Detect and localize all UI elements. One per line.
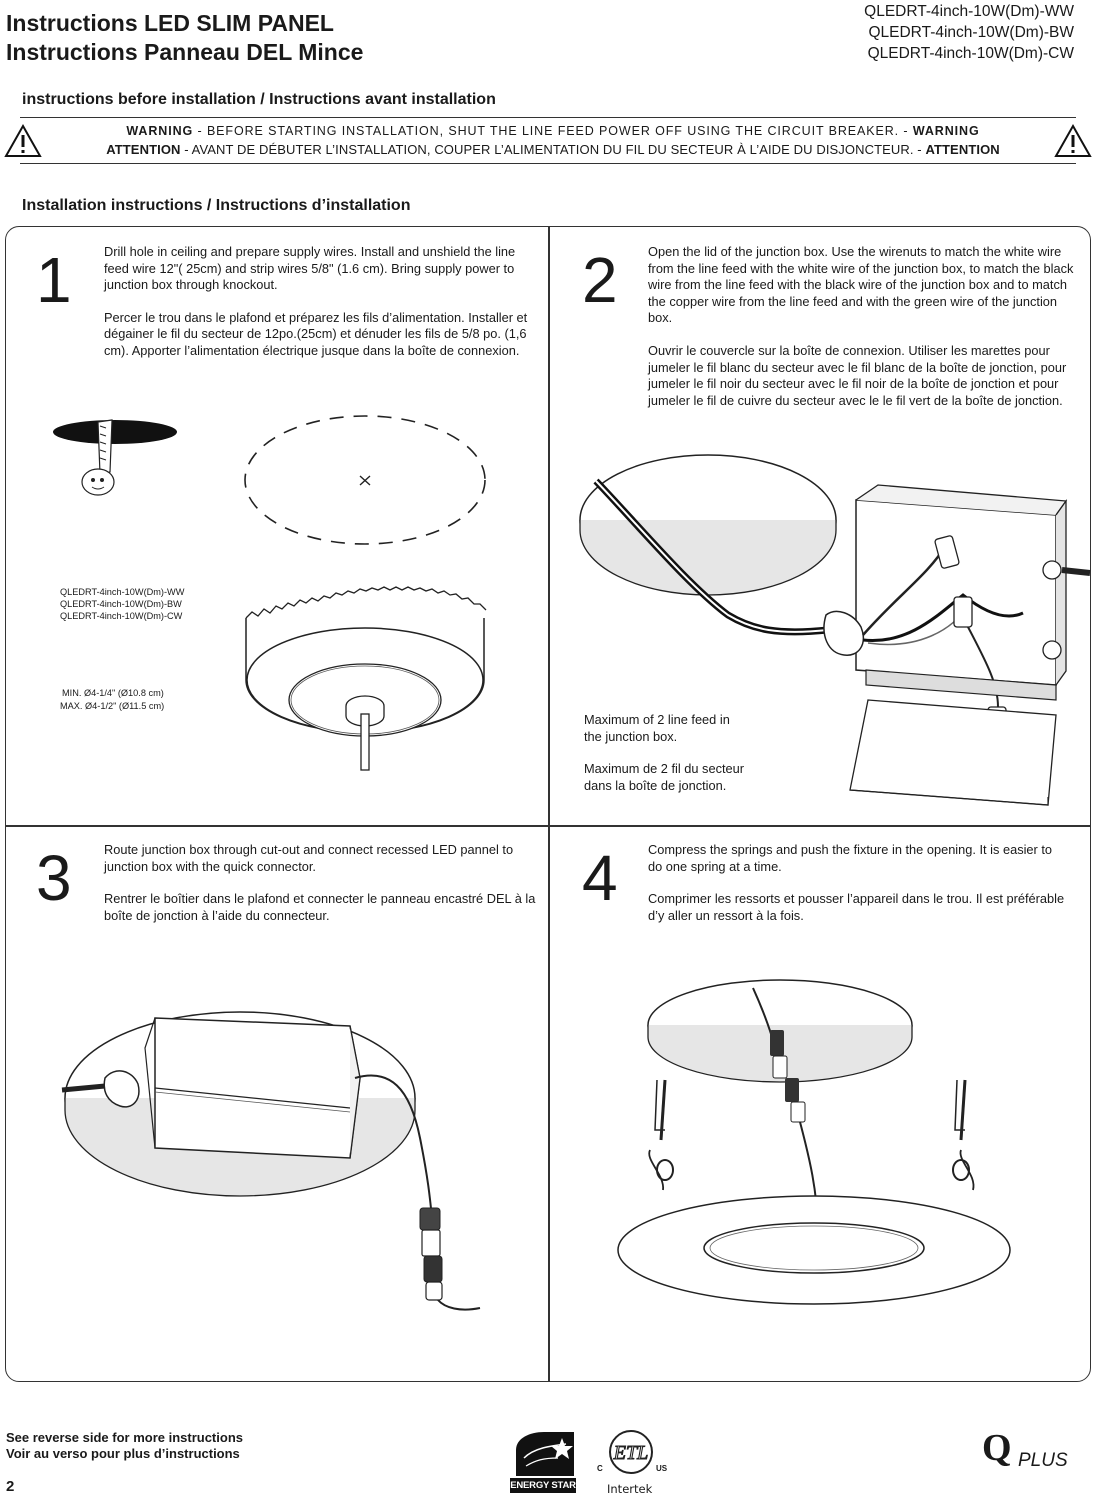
svg-text:ETL: ETL [613,1442,649,1464]
step-1-max-diameter: MAX. Ø4-1/2" (Ø11.5 cm) [60,701,165,711]
grid-vertical-divider [548,227,550,1381]
hole-saw-illustration [238,568,492,774]
step-1-model-cw: QLEDRT-4inch-10W(Dm)-CW [60,611,183,621]
step-2-text-fr: Ouvrir le couvercle sur la boîte de connexion. Utiliser les marettes pour jumeler le fil blanc du secteur avec le fil blanc de la boîte de jonction, pour jumeler le fil noir du secteur avec le fil noir de la boîte de jonction et pour jumeler le fil de cuivre du secteur avec le le fil vert de la boîte de jonction. [648,342,1067,408]
step-2-text [648,244,1076,425]
etl-us-mark: US [656,1464,668,1473]
title-english: Instructions LED SLIM PANEL [6,10,334,36]
step-1-text [104,244,532,376]
step-2-number: 2 [582,244,618,316]
spring-fixture-install-illustration [605,980,1025,1315]
warning-right-icon [1054,124,1092,158]
step-4-number: 4 [582,842,618,914]
warning-english [58,124,1048,138]
step-1-text-en: Drill hole in ceiling and prepare supply wires. Install and unshield the line feed wire 12"( 25cm) and strip wires 5/8" (1.6 cm). Bring supply power to junction box through knockout. [104,244,516,293]
title-french: Instructions Panneau DEL Mince [6,39,364,65]
grid-horizontal-divider [6,825,1090,827]
energy-star-label: ENERGY STAR [510,1480,576,1491]
brand-q-logo: Q [982,1427,1012,1469]
warning-french [58,142,1048,157]
quick-connector-illustration [60,1008,530,1308]
step-4-text [648,842,1068,940]
etl-c-mark: C [597,1464,603,1473]
warning-left-icon [4,124,42,158]
step-2-note-en-1: Maximum of 2 line feed in [584,712,730,727]
model-number-bw: QLEDRT-4inch-10W(Dm)-BW [868,24,1074,41]
reverse-side-note-french: Voir au verso pour plus d’instructions [6,1446,240,1461]
step-3-number: 3 [36,842,72,914]
warning-fr-label-end: ATTENTION [925,142,1000,157]
reverse-side-note-english: See reverse side for more instructions [6,1430,243,1445]
model-number-ww: QLEDRT-4inch-10W(Dm)-WW [864,3,1074,20]
step-4-text-en: Compress the springs and push the fixture in the opening. It is easier to do one spring at a time. [648,842,1053,874]
step-2-note-fr-2: dans la boîte de jonction. [584,777,727,793]
step-3-text [104,842,544,940]
warning-en-label: WARNING [126,124,194,138]
step-3-text-fr: Rentrer le boîtier dans le plafond et connecter le panneau encastré DEL à la boîte de jonction à l’aide du connecteur. [104,891,536,923]
warning-en-label-end: WARNING [912,124,980,138]
step-1-model-ww: QLEDRT-4inch-10W(Dm)-WW [60,587,185,597]
install-heading: Installation instructions / Instructions d’installation [22,197,411,214]
etl-intertek-label: Intertek [607,1482,653,1496]
step-2-note-fr-1: Maximum de 2 fil du secteur [584,761,745,777]
pre-install-heading: instructions before installation / Instructions avant installation [22,91,496,108]
model-number-cw: QLEDRT-4inch-10W(Dm)-CW [867,45,1074,62]
saw-drilling-illustration [50,412,180,502]
step-1-number: 1 [36,244,72,316]
warning-bottom-rule [20,163,1076,164]
warning-fr-label: ATTENTION [106,142,181,157]
step-3-text-en: Route junction box through cut-out and connect recessed LED pannel to junction box with the quick connector. [104,842,514,874]
step-1-model-bw: QLEDRT-4inch-10W(Dm)-BW [60,599,182,609]
step-2-note [584,712,814,794]
etl-listed-logo-icon [600,1428,664,1478]
step-4-text-fr: Comprimer les ressorts et pousser l’appareil dans le trou. Il est préférable d’y aller un ressort à la fois. [648,891,1065,923]
warning-top-rule [20,117,1076,118]
brand-plus-logo: PLUS [1018,1450,1068,1471]
step-1-text-fr: Percer le trou dans le plafond et préparez les fils d’alimentation. Installer et dégainer le fil du secteur de 12po.(25cm) et dénuder les fils de 5/8 po. (1,6 cm). Apporter l’alimentation électrique jusque dans la boîte de connexion. [104,309,528,358]
step-1-min-diameter: MIN. Ø4-1/4" (Ø10.8 cm) [62,688,164,698]
step-2-note-en-2: the junction box. [584,728,678,744]
page-number: 2 [6,1478,15,1495]
step-2-text-en: Open the lid of the junction box. Use the wirenuts to match the white wire from the line feed with the white wire of the junction box, to match the black wire from the line feed with the black wire of the junction box and to match the copper wire from the line feed and with the green wire of the junction box. [648,244,1074,326]
ceiling-hole-outline-illustration [240,410,490,550]
warning-fr-body: - AVANT DE DÉBUTER L’INSTALLATION, COUPER L’ALIMENTATION DU FIL DU SECTEUR À L’AIDE DU DISJONCTEUR. - [180,142,926,157]
warning-en-body: - BEFORE STARTING INSTALLATION, SHUT THE LINE FEED POWER OFF USING THE CIRCUIT BREAKER. - [193,124,913,138]
